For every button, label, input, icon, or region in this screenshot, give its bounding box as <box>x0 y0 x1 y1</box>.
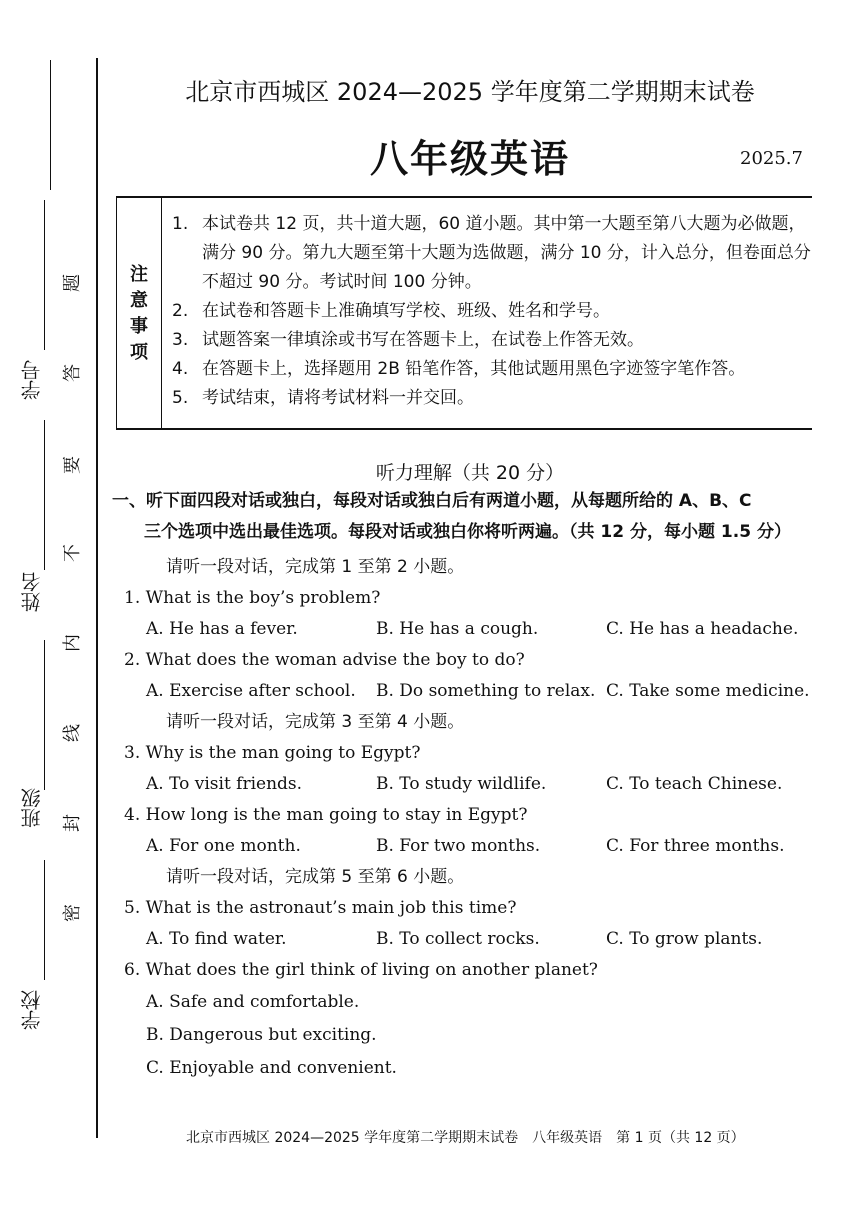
seal-char: 封 <box>62 814 83 832</box>
notice-item <box>172 210 812 297</box>
notice-label-cell <box>116 198 162 428</box>
question-num: 3. <box>124 743 141 763</box>
name-label: 姓名 <box>20 572 44 612</box>
student-id-blank <box>44 200 45 350</box>
option-b: B. Do something to relax. <box>376 681 596 701</box>
notice-label-char: 事 <box>130 316 148 337</box>
option-b: B. Dangerous but exciting. <box>146 1025 377 1045</box>
option-c: C. To teach Chinese. <box>606 774 783 794</box>
subject-title: 八年级英语 <box>369 137 570 181</box>
notice-item-num: 5. <box>172 388 189 408</box>
question-num: 2. <box>124 650 141 670</box>
options-row <box>124 614 814 645</box>
notice-item <box>172 297 812 326</box>
seal-char: 题 <box>62 274 83 292</box>
option-b: B. He has a cough. <box>376 619 539 639</box>
notice-item-num: 1. <box>172 214 189 234</box>
instruction-line: 三个选项中选出最佳选项。每段对话或独白你将听两遍。（共 12 分，每小题 1.5 分） <box>144 522 791 542</box>
notice-item-text: 在试卷和答题卡上准确填写学校、班级、姓名和学号。 <box>202 301 610 321</box>
option-c: C. For three months. <box>606 836 785 856</box>
name-blank <box>44 420 45 570</box>
option-c: C. He has a headache. <box>606 619 799 639</box>
notice-item-text: 考试结束，请将考试材料一并交回。 <box>202 388 474 408</box>
option-a: A. To find water. <box>146 929 287 949</box>
exam-date: 2025.7 <box>740 148 803 169</box>
notice-label-char: 项 <box>130 342 148 363</box>
seal-char: 线 <box>62 724 83 742</box>
seal-char: 答 <box>62 364 83 382</box>
question-area <box>124 552 814 1085</box>
instruction-line: 一、听下面四段对话或独白，每段对话或独白后有两道小题，从每题所给的 A、B、C <box>112 491 752 511</box>
margin-top-line <box>50 60 51 190</box>
option-a: A. To visit friends. <box>146 774 303 794</box>
question-text: What is the astronaut’s main job this time? <box>145 898 517 918</box>
notice-label-char: 意 <box>130 290 148 311</box>
seal-char: 内 <box>62 634 83 652</box>
notice-label-char: 注 <box>130 264 148 285</box>
option-a: A. Exercise after school. <box>146 681 356 701</box>
page-footer: 北京市西城区 2024—2025 学年度第二学期期末试卷 八年级英语 第 1 页（共 12 页） <box>186 1130 745 1146</box>
option-a: A. He has a fever. <box>146 619 298 639</box>
school-label: 学校 <box>20 990 44 1030</box>
dialogue-hint: 请听一段对话，完成第 3 至第 4 小题。 <box>166 712 465 732</box>
class-label: 班级 <box>20 788 44 828</box>
question-text: What does the woman advise the boy to do? <box>145 650 525 670</box>
question <box>124 800 814 831</box>
dialogue-hint: 请听一段对话，完成第 5 至第 6 小题。 <box>166 867 465 887</box>
question-num: 4. <box>124 805 141 825</box>
notice-list <box>172 210 812 413</box>
option-b: B. For two months. <box>376 836 541 856</box>
option-a: A. For one month. <box>146 836 301 856</box>
notice-item-num: 3. <box>172 330 189 350</box>
notice-item-num: 4. <box>172 359 189 379</box>
notice-item-num: 2. <box>172 301 189 321</box>
question-text: What does the girl think of living on another planet? <box>145 960 598 980</box>
options-row <box>124 924 814 955</box>
question-num: 6. <box>124 960 141 980</box>
class-blank <box>44 640 45 790</box>
question-num: 5. <box>124 898 141 918</box>
section-title: 听力理解（共 20 分） <box>375 462 565 484</box>
notice-item <box>172 384 812 413</box>
question <box>124 738 814 769</box>
exam-title: 北京市西城区 2024—2025 学年度第二学期期末试卷 <box>185 78 755 106</box>
dialogue-hint: 请听一段对话，完成第 1 至第 2 小题。 <box>166 557 465 577</box>
section-instruction <box>112 486 824 548</box>
question-text: Why is the man going to Egypt? <box>145 743 421 763</box>
option-a: A. Safe and comfortable. <box>146 992 360 1012</box>
notice-box <box>116 196 812 430</box>
question <box>124 645 814 676</box>
options-row <box>124 769 814 800</box>
notice-item-text: 试题答案一律填涂或书写在答题卡上，在试卷上作答无效。 <box>202 330 644 350</box>
option-b: B. To study wildlife. <box>376 774 547 794</box>
options-row <box>124 831 814 862</box>
option-c: C. To grow plants. <box>606 929 763 949</box>
option-b: B. To collect rocks. <box>376 929 540 949</box>
options-row <box>124 676 814 707</box>
question-text: How long is the man going to stay in Egypt? <box>145 805 528 825</box>
notice-item-text: 本试卷共 12 页，共十道大题，60 道小题。其中第一大题至第八大题为必做题，满分 90 分。第九大题至第十大题为选做题，满分 10 分，计入总分，但卷面总分不超过 90 分。考试时间 100 分钟。 <box>202 214 811 292</box>
question-text: What is the boy’s problem? <box>145 588 381 608</box>
question-num: 1. <box>124 588 141 608</box>
option-c: C. Enjoyable and convenient. <box>146 1058 397 1078</box>
seal-char: 要 <box>62 456 83 474</box>
seal-char: 密 <box>62 904 83 922</box>
question <box>124 955 814 986</box>
notice-item-text: 在答题卡上，选择题用 2B 铅笔作答，其他试题用黑色字迹签字笔作答。 <box>202 359 746 379</box>
binding-line <box>96 58 98 1138</box>
notice-item <box>172 326 812 355</box>
student-id-label: 学号 <box>20 360 44 400</box>
school-blank <box>44 860 45 980</box>
question <box>124 893 814 924</box>
question <box>124 583 814 614</box>
option-c: C. Take some medicine. <box>606 681 810 701</box>
notice-item <box>172 355 812 384</box>
notice-label <box>127 262 151 366</box>
seal-char: 不 <box>62 544 83 562</box>
